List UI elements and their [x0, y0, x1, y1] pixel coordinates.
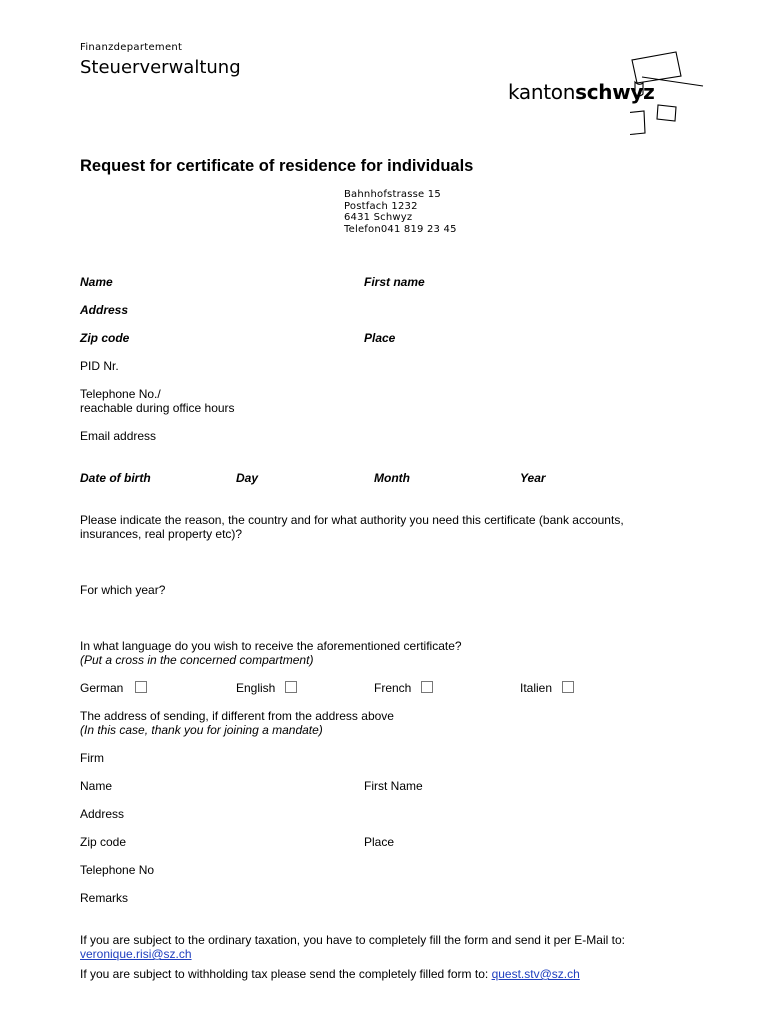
label-telephone [80, 387, 235, 415]
language-hint: (Put a cross in the concerned compartment) [80, 653, 314, 667]
language-question: In what language do you wish to receive the aforementioned certificate? [80, 639, 462, 653]
address-line-postbox: Postfach 1232 [344, 200, 418, 212]
label-sending-address: Address [80, 807, 125, 821]
logo-diagonal-line [642, 77, 703, 86]
language-option-french-label: French [374, 681, 412, 695]
label-sending-place: Place [364, 835, 395, 849]
withholding-tax-text: If you are subject to withholding tax please send the completely filled form to: [80, 967, 489, 981]
language-option-italien-label: Italien [520, 681, 553, 695]
address-line-phone: Telefon041 819 23 45 [344, 223, 457, 235]
logo-square-small-right [657, 105, 676, 121]
reason-line1: Please indicate the reason, the country and for what authority you need this certificate (bank accounts, [80, 513, 624, 527]
label-name: Name [80, 275, 113, 289]
label-month: Month [374, 471, 410, 485]
label-date-of-birth: Date of birth [80, 471, 151, 485]
label-day: Day [236, 471, 259, 485]
logo-square-large [632, 52, 681, 83]
logo-text-kanton: kanton [508, 80, 576, 104]
label-sending-telephone: Telephone No [80, 863, 155, 877]
address-line-street: Bahnhofstrasse 15 [344, 189, 441, 200]
label-telephone-line1: Telephone No./ [80, 387, 161, 401]
sending-intro: The address of sending, if different from the address above [80, 709, 394, 723]
which-year-question: For which year? [80, 583, 166, 597]
ordinary-taxation-note: If you are subject to the ordinary taxation, you have to completely fill the form and send it per E-Mail to: [80, 933, 625, 947]
language-option-german-label: German [80, 681, 124, 695]
label-place: Place [364, 331, 396, 345]
language-option-english-label: English [236, 681, 276, 695]
label-first-name: First name [364, 275, 425, 289]
office-address [344, 189, 457, 235]
canton-logo-graphic [630, 50, 710, 140]
checkbox-german[interactable] [135, 681, 147, 693]
reason-question [80, 513, 624, 541]
logo-text-schwyz: schwyz [575, 80, 655, 104]
email-link-veronique[interactable]: veronique.risi@sz.ch [80, 947, 192, 961]
label-year: Year [520, 471, 546, 485]
label-remarks: Remarks [80, 891, 129, 905]
sending-hint: (In this case, thank you for joining a mandate) [80, 723, 323, 737]
label-sending-zip-code: Zip code [80, 835, 127, 849]
checkbox-french[interactable] [421, 681, 433, 693]
withholding-tax-note [80, 967, 580, 981]
label-pid: PID Nr. [80, 359, 119, 373]
department-name: Finanzdepartement [80, 42, 183, 53]
shield-icon [635, 82, 643, 96]
label-firm: Firm [80, 751, 104, 765]
label-zip-code: Zip code [80, 331, 130, 345]
label-address: Address [80, 303, 129, 317]
label-sending-first-name: First Name [364, 779, 423, 793]
form-title: Request for certificate of residence for individuals [80, 157, 474, 175]
address-line-city: 6431 Schwyz [344, 212, 413, 223]
email-link-quest[interactable]: quest.stv@sz.ch [491, 967, 580, 981]
label-telephone-line2: reachable during office hours [80, 401, 235, 415]
label-email: Email address [80, 429, 157, 443]
office-name: Steuerverwaltung [80, 57, 241, 78]
checkbox-italien[interactable] [562, 681, 574, 693]
logo-square-small-left [630, 111, 645, 135]
checkbox-english[interactable] [285, 681, 297, 693]
reason-line2: insurances, real property etc)? [80, 527, 243, 541]
label-sending-name: Name [80, 779, 113, 793]
